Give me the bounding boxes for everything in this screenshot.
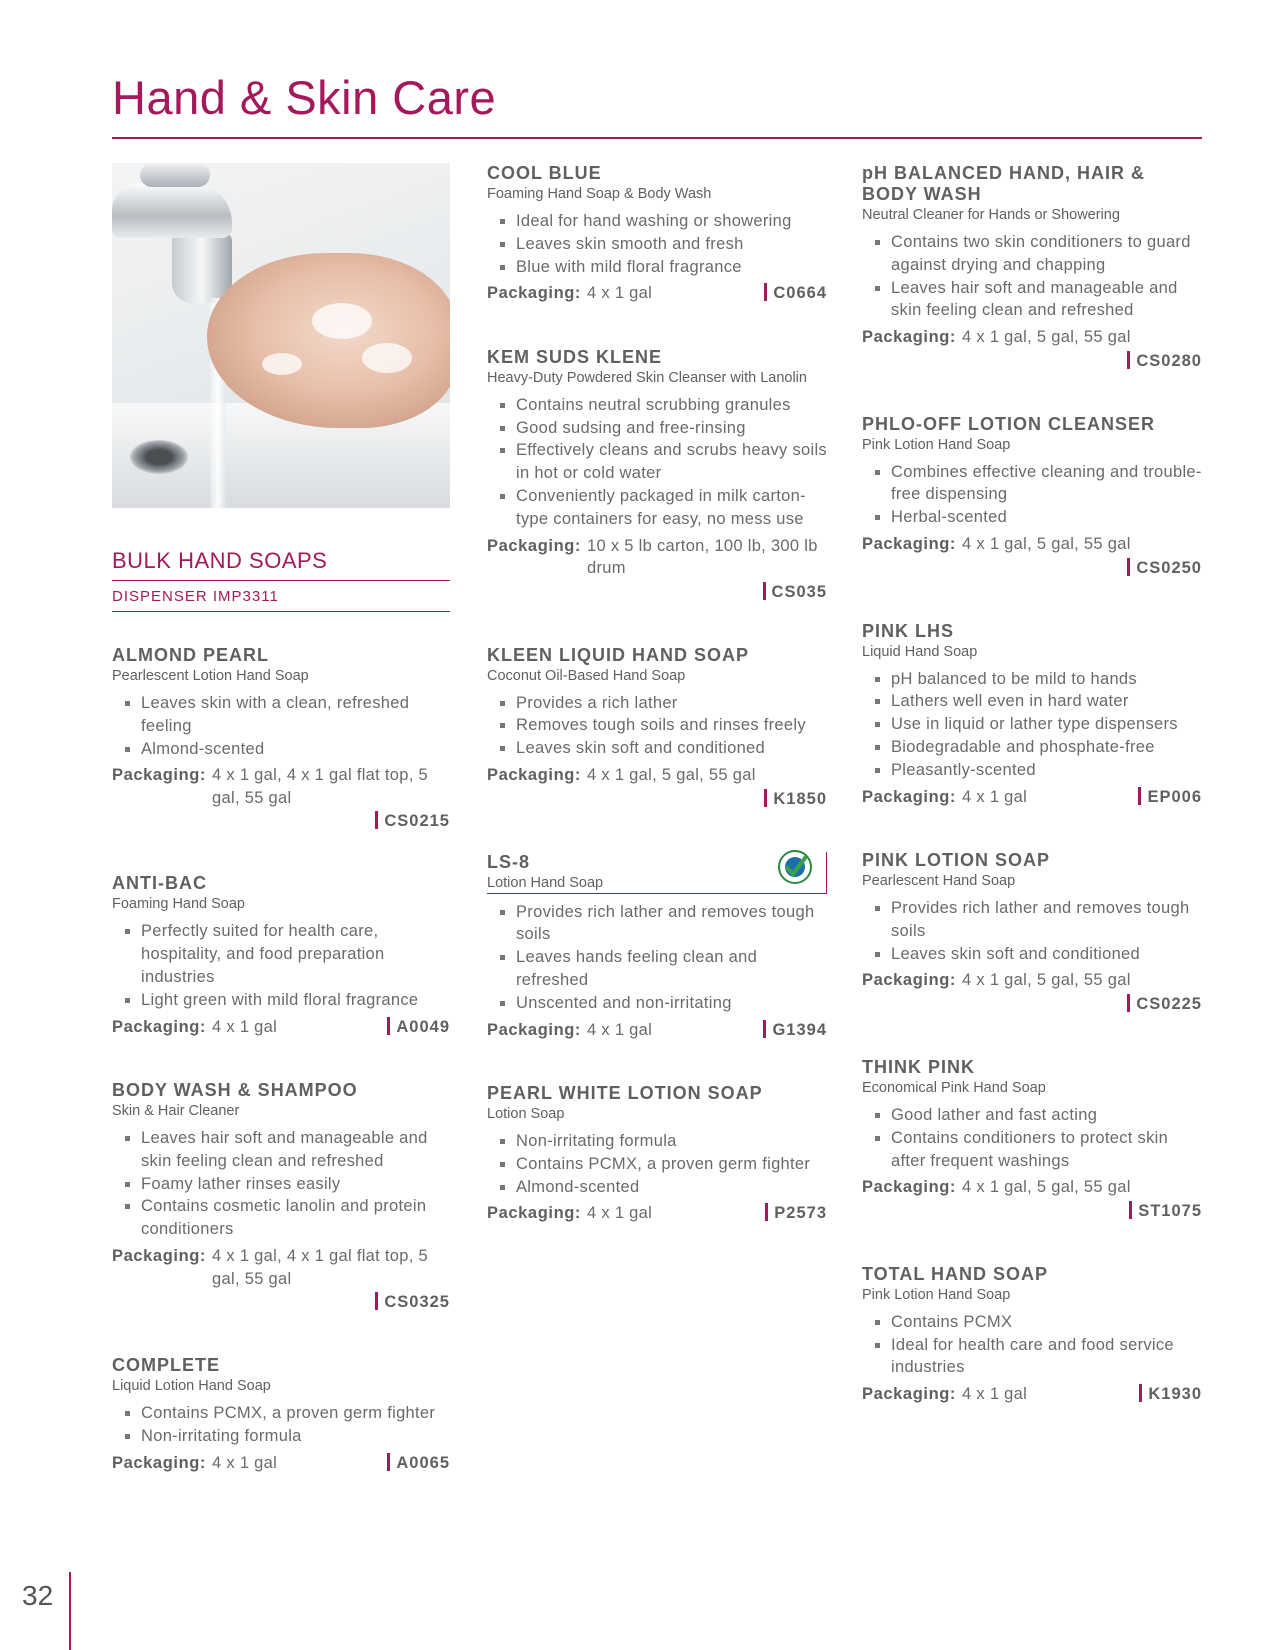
packaging-label: Packaging: <box>487 766 582 785</box>
packaging-row <box>112 764 450 809</box>
packaging-row <box>112 1452 450 1475</box>
product-code: CS0250 <box>862 557 1202 579</box>
packaging-label: Packaging: <box>112 1453 207 1472</box>
product-pink-lotion-soap <box>862 850 1202 1015</box>
feature-item: Lathers well even in hard water <box>862 690 1202 713</box>
packaging-label: Packaging: <box>112 1247 207 1266</box>
feature-item: Non-irritating formula <box>112 1425 450 1448</box>
packaging-value: 4 x 1 gal <box>587 284 653 303</box>
product-subtitle: Economical Pink Hand Soap <box>862 1079 1046 1096</box>
feature-list <box>862 231 1202 322</box>
product-header <box>862 850 1202 890</box>
product-header <box>487 852 827 894</box>
product-code: K1850 <box>487 788 827 810</box>
product-name: PINK LHS <box>862 620 955 641</box>
product-header <box>862 621 1202 661</box>
packaging-label: Packaging: <box>862 1178 957 1197</box>
packaging-value: 4 x 1 gal, 5 gal, 55 gal <box>587 766 756 785</box>
column-right <box>862 163 1202 1406</box>
packaging-value: 4 x 1 gal, 5 gal, 55 gal <box>962 1178 1131 1197</box>
feature-item: Almond-scented <box>487 1176 827 1199</box>
product-header <box>112 1355 450 1395</box>
product-kleen-liquid-hand-soap <box>487 645 827 810</box>
packaging-label: Packaging: <box>487 1020 582 1039</box>
product-subtitle: Pearlescent Hand Soap <box>862 873 1016 890</box>
feature-item: Contains PCMX, a proven germ fighter <box>487 1153 827 1176</box>
product-header <box>862 1057 1202 1097</box>
product-think-pink <box>862 1057 1202 1222</box>
packaging-value: 4 x 1 gal, 5 gal, 55 gal <box>962 328 1131 347</box>
feature-item: Contains PCMX <box>862 1311 1202 1334</box>
product-code: CS0215 <box>112 810 450 832</box>
product-almond-pearl <box>112 645 450 832</box>
feature-item: Effectively cleans and scrubs heavy soils in hot or cold water <box>487 439 827 485</box>
feature-item: Blue with mild floral fragrance <box>487 256 827 279</box>
feature-list <box>487 394 827 531</box>
product-subtitle: Liquid Lotion Hand Soap <box>112 1378 271 1395</box>
packaging-value: 4 x 1 gal <box>212 1017 278 1036</box>
feature-list <box>487 692 827 760</box>
feature-item: Contains two skin conditioners to guard against drying and chapping <box>862 231 1202 277</box>
product-subtitle: Neutral Cleaner for Hands or Showering <box>862 207 1120 223</box>
packaging-label: Packaging: <box>487 1204 582 1223</box>
packaging-label: Packaging: <box>862 1385 957 1404</box>
product-code: A0065 <box>387 1452 450 1474</box>
section-title: BULK HAND SOAPS <box>112 548 328 573</box>
feature-item: Contains PCMX, a proven germ fighter <box>112 1402 450 1425</box>
product-name: KEM SUDS KLENE <box>487 346 663 367</box>
feature-item: Leaves hair soft and manageable and skin feeling clean and refreshed <box>862 277 1202 323</box>
packaging-row <box>112 1016 450 1039</box>
packaging-row <box>862 1383 1202 1406</box>
handwashing-photo <box>112 163 450 508</box>
product-name: TOTAL HAND SOAP <box>862 1263 1049 1284</box>
feature-list <box>112 1127 450 1241</box>
product-subtitle: Lotion Soap <box>487 1106 565 1123</box>
product-code: ST1075 <box>862 1200 1202 1222</box>
product-subtitle: Foaming Hand Soap & Body Wash <box>487 186 712 202</box>
product-name: KLEEN LIQUID HAND SOAP <box>487 644 750 665</box>
feature-item: Almond-scented <box>112 738 450 761</box>
product-name: ALMOND PEARL <box>112 645 269 665</box>
product-code: P2573 <box>765 1202 827 1224</box>
product-header <box>487 1083 827 1123</box>
packaging-label: Packaging: <box>862 535 957 554</box>
packaging-row <box>487 1202 827 1225</box>
product-pearl-white-lotion-soap <box>487 1083 827 1225</box>
packaging-row <box>487 535 827 580</box>
product-header <box>487 645 827 685</box>
feature-item: Good lather and fast acting <box>862 1104 1202 1127</box>
packaging-value: 4 x 1 gal <box>962 787 1028 806</box>
page-number-divider <box>69 1572 71 1650</box>
feature-item: Contains conditioners to protect skin after frequent washings <box>862 1127 1202 1173</box>
feature-item: Provides rich lather and removes tough soils <box>487 901 827 947</box>
packaging-label: Packaging: <box>862 971 957 990</box>
packaging-row <box>862 969 1202 992</box>
page-number: 32 <box>22 1580 54 1611</box>
product-ph-balanced <box>862 163 1202 372</box>
feature-item: Use in liquid or lather type dispensers <box>862 713 1202 736</box>
feature-item: Pleasantly-scented <box>862 759 1202 782</box>
feature-list <box>112 1402 450 1448</box>
packaging-value: 4 x 1 gal <box>212 1453 278 1472</box>
product-subtitle: Pink Lotion Hand Soap <box>862 1286 1011 1303</box>
feature-item: Leaves hair soft and manageable and skin feeling clean and refreshed <box>112 1127 450 1173</box>
product-total-hand-soap <box>862 1264 1202 1406</box>
packaging-value: 4 x 1 gal, 5 gal, 55 gal <box>962 535 1131 554</box>
packaging-value: 4 x 1 gal, 4 x 1 gal flat top, 5 gal, 55 gal <box>212 1247 429 1288</box>
feature-item: Removes tough soils and rinses freely <box>487 714 827 737</box>
packaging-row <box>862 533 1202 556</box>
product-code: A0049 <box>387 1016 450 1038</box>
feature-item: Leaves skin with a clean, refreshed feeling <box>112 692 450 738</box>
packaging-row <box>487 764 827 787</box>
feature-item: Leaves skin soft and conditioned <box>862 943 1202 966</box>
product-code: K1930 <box>1139 1383 1202 1405</box>
column-middle <box>487 163 827 1225</box>
feature-list <box>862 1104 1202 1172</box>
feature-item: Contains cosmetic lanolin and protein conditioners <box>112 1195 450 1241</box>
feature-list <box>487 210 827 278</box>
feature-item: Perfectly suited for health care, hospitality, and food preparation industries <box>112 920 450 988</box>
feature-item: Non-irritating formula <box>487 1130 827 1153</box>
feature-item: Light green with mild floral fragrance <box>112 989 450 1012</box>
product-name: ANTI-BAC <box>112 873 207 894</box>
packaging-row <box>487 1019 827 1042</box>
product-header <box>862 1264 1202 1304</box>
packaging-row <box>862 326 1202 349</box>
section-subtitle: DISPENSER IMP3311 <box>112 588 279 605</box>
product-subtitle: Coconut Oil-Based Hand Soap <box>487 667 686 684</box>
packaging-row <box>112 1245 450 1290</box>
packaging-value: 4 x 1 gal <box>587 1204 653 1223</box>
feature-list <box>862 461 1202 529</box>
title-divider <box>112 137 1202 139</box>
feature-item: Ideal for health care and food service industries <box>862 1334 1202 1380</box>
product-name: PINK LOTION SOAP <box>862 850 1051 871</box>
feature-item: Conveniently packaged in milk carton-type containers for easy, no mess use <box>487 485 827 531</box>
feature-list <box>112 920 450 1011</box>
product-body-wash-shampoo <box>112 1080 450 1313</box>
feature-item: Ideal for hand washing or showering <box>487 210 827 233</box>
product-header <box>862 163 1202 224</box>
product-subtitle: Pearlescent Lotion Hand Soap <box>112 668 309 684</box>
product-code: CS0225 <box>862 993 1202 1015</box>
product-subtitle: Heavy-Duty Powdered Skin Cleanser with Lanolin <box>487 369 807 386</box>
feature-list <box>487 1130 827 1198</box>
packaging-label: Packaging: <box>487 536 582 555</box>
feature-item: Leaves skin smooth and fresh <box>487 233 827 256</box>
feature-list <box>862 668 1202 782</box>
product-cool-blue <box>487 163 827 305</box>
product-code: CS0325 <box>112 1291 450 1313</box>
product-code: CS035 <box>487 581 827 603</box>
packaging-row <box>862 786 1202 809</box>
product-header <box>487 347 827 387</box>
product-anti-bac <box>112 873 450 1038</box>
feature-item: Leaves skin soft and conditioned <box>487 737 827 760</box>
column-left <box>112 163 450 1474</box>
feature-item: Leaves hands feeling clean and refreshed <box>487 946 827 992</box>
product-name: PHLO-OFF LOTION CLEANSER <box>862 413 1155 434</box>
product-code: G1394 <box>763 1019 827 1041</box>
product-name: COOL BLUE <box>487 163 602 183</box>
feature-list <box>487 901 827 1015</box>
packaging-row <box>862 1176 1202 1199</box>
packaging-label: Packaging: <box>112 1017 207 1036</box>
feature-item: Contains neutral scrubbing granules <box>487 394 827 417</box>
product-name: BODY WASH & SHAMPOO <box>112 1080 358 1101</box>
feature-item: Unscented and non-irritating <box>487 992 827 1015</box>
packaging-value: 4 x 1 gal <box>587 1020 653 1039</box>
product-header <box>112 873 450 913</box>
product-ls-8 <box>487 852 827 1041</box>
feature-item: Good sudsing and free-rinsing <box>487 417 827 440</box>
feature-item: Provides a rich lather <box>487 692 827 715</box>
packaging-label: Packaging: <box>112 766 207 785</box>
product-header <box>862 414 1202 454</box>
packaging-value: 4 x 1 gal, 4 x 1 gal flat top, 5 gal, 55 gal <box>212 766 429 807</box>
product-phlo-off <box>862 414 1202 579</box>
page-title: Hand & Skin Care <box>112 71 497 124</box>
packaging-label: Packaging: <box>862 328 957 347</box>
packaging-label: Packaging: <box>487 284 582 303</box>
packaging-value: 4 x 1 gal, 5 gal, 55 gal <box>962 971 1131 990</box>
green-seal-certified-icon <box>777 849 813 885</box>
product-subtitle: Foaming Hand Soap <box>112 896 245 913</box>
product-subtitle: Lotion Hand Soap <box>487 874 604 891</box>
feature-item: Foamy lather rinses easily <box>112 1173 450 1196</box>
product-name: COMPLETE <box>112 1355 221 1376</box>
product-subtitle: Liquid Hand Soap <box>862 643 978 660</box>
feature-item: Biodegradable and phosphate-free <box>862 736 1202 759</box>
feature-item: Provides rich lather and removes tough soils <box>862 897 1202 943</box>
product-code: C0664 <box>764 282 827 304</box>
packaging-value: 10 x 5 lb carton, 100 lb, 300 lb drum <box>587 536 818 578</box>
product-name: LS-8 <box>487 851 531 872</box>
feature-list <box>862 1311 1202 1379</box>
product-name: THINK PINK <box>862 1056 975 1077</box>
feature-item: Herbal-scented <box>862 506 1202 529</box>
product-complete <box>112 1355 450 1474</box>
product-subtitle: Pink Lotion Hand Soap <box>862 436 1011 453</box>
product-kem-suds-klene <box>487 347 827 603</box>
product-code: CS0280 <box>862 350 1202 372</box>
feature-item: pH balanced to be mild to hands <box>862 668 1202 691</box>
feature-item: Combines effective cleaning and trouble-free dispensing <box>862 461 1202 507</box>
product-header <box>112 1080 450 1120</box>
feature-list <box>112 692 450 760</box>
packaging-value: 4 x 1 gal <box>962 1385 1028 1404</box>
product-header <box>487 163 827 203</box>
feature-list <box>862 897 1202 965</box>
product-code: EP006 <box>1138 786 1202 808</box>
product-name: PEARL WHITE LOTION SOAP <box>487 1083 763 1104</box>
product-pink-lhs <box>862 621 1202 808</box>
product-name: pH BALANCED HAND, HAIR & BODY WASH <box>862 163 1145 204</box>
product-subtitle: Skin & Hair Cleaner <box>112 1103 240 1120</box>
packaging-row <box>487 282 827 305</box>
product-header <box>112 645 450 685</box>
packaging-label: Packaging: <box>862 787 957 806</box>
